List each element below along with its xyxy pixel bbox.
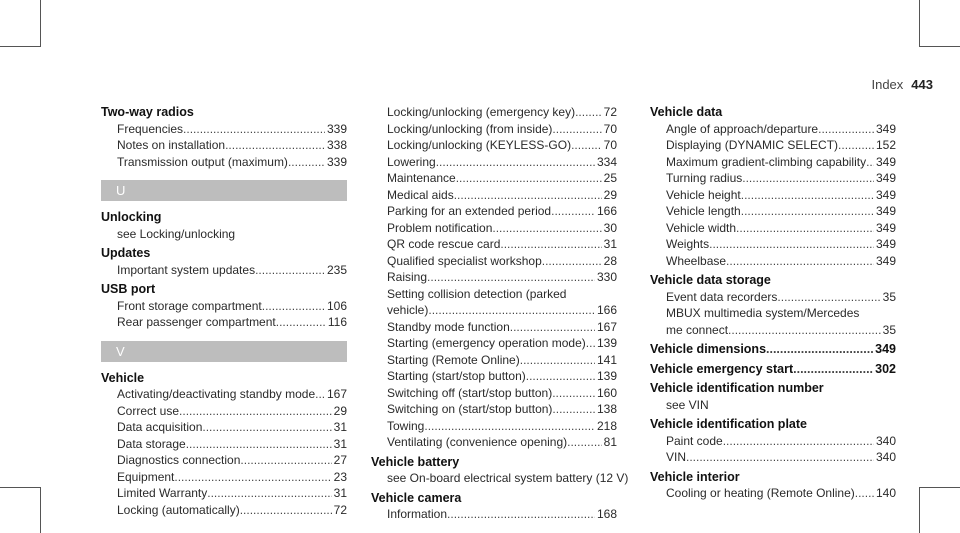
page-reference: 140 <box>875 486 896 500</box>
dot-leader <box>500 236 601 253</box>
entry-text: Correct use <box>117 403 180 418</box>
page-reference: 29 <box>603 187 617 202</box>
dot-leader <box>424 418 595 435</box>
dot-leader <box>723 433 874 450</box>
entry-text: Front storage compartment <box>117 298 262 313</box>
page-reference: 166 <box>596 204 617 218</box>
crop-mark <box>920 487 960 488</box>
index-subentry <box>387 319 617 336</box>
entry-text: Diagnostics connection <box>117 453 241 467</box>
index-heading-entry <box>650 361 896 378</box>
index-subentry <box>117 262 347 279</box>
index-heading: USB port <box>101 282 156 296</box>
header-label: Index <box>871 77 904 92</box>
index-subentry <box>387 253 617 270</box>
page-reference: 35 <box>882 322 896 337</box>
index-subentry <box>666 236 896 253</box>
index-subentry <box>387 154 617 171</box>
page-reference: 349 <box>875 171 896 185</box>
page-reference: 152 <box>875 138 896 152</box>
page-header <box>871 77 933 92</box>
index-subentry <box>387 418 617 435</box>
index-subentry <box>117 419 347 436</box>
entry-text: Parking for an extended period <box>387 204 552 218</box>
index-subentry: see VIN <box>666 397 709 412</box>
page-reference: 167 <box>596 319 617 334</box>
section-letter-bar: U <box>101 180 347 201</box>
page-reference: 31 <box>603 237 617 251</box>
index-subentry <box>387 170 617 187</box>
index-subentry <box>387 203 617 220</box>
index-subentry <box>387 434 617 451</box>
dot-leader <box>793 361 873 378</box>
dot-leader <box>174 469 331 486</box>
page-reference: 349 <box>875 253 896 268</box>
page-reference: 139 <box>596 369 617 383</box>
page-reference: 339 <box>326 121 347 136</box>
index-subentry <box>387 121 617 138</box>
dot-leader <box>552 385 595 402</box>
page-reference: 338 <box>326 138 347 152</box>
dot-leader <box>855 485 874 502</box>
page-reference: 27 <box>333 453 347 467</box>
entry-text: Displaying (DYNAMIC SELECT) <box>666 138 839 152</box>
entry-text: Locking/unlocking (from inside) <box>387 121 553 136</box>
entry-text: Data storage <box>117 436 186 451</box>
index-subentry <box>117 298 347 315</box>
index-subentry <box>666 485 896 502</box>
index-heading: Two-way radios <box>101 105 194 119</box>
dot-leader <box>777 289 880 306</box>
entry-text: Event data recorders <box>666 289 778 304</box>
index-subentry <box>666 170 896 187</box>
index-column-1 <box>101 104 347 518</box>
page-reference: 30 <box>603 220 617 235</box>
index-subentry <box>387 302 617 319</box>
dot-leader <box>202 419 331 436</box>
entry-text: Problem notification <box>387 220 493 235</box>
page-reference: 141 <box>596 352 617 367</box>
entry-text: Locking/unlocking (KEYLESS-GO) <box>387 138 572 152</box>
index-heading: Vehicle data <box>650 105 723 119</box>
entry-text: Maintenance <box>387 171 456 185</box>
index-subentry <box>117 314 347 331</box>
page-reference: 349 <box>875 342 896 356</box>
page-reference: 35 <box>882 289 896 304</box>
entry-text: VIN <box>666 450 687 464</box>
index-subentry <box>387 236 617 253</box>
section-letter-bar: V <box>101 341 347 362</box>
entry-text: Data acquisition <box>117 420 203 434</box>
dot-leader <box>709 236 874 253</box>
dot-leader <box>818 121 874 138</box>
page-reference: 116 <box>327 315 347 329</box>
page-reference: 340 <box>875 450 896 464</box>
dot-leader <box>225 137 325 154</box>
crop-mark <box>40 487 41 533</box>
page-reference: 349 <box>875 154 896 169</box>
dot-leader <box>542 253 602 270</box>
entry-text: Locking (automatically) <box>117 502 240 517</box>
dot-leader <box>742 170 874 187</box>
page-reference: 339 <box>326 154 347 169</box>
crop-mark <box>0 487 40 488</box>
index-subentry: Setting collision detection (parked <box>387 286 567 301</box>
page-reference: 349 <box>875 187 896 202</box>
entry-text: Vehicle width <box>666 220 737 235</box>
page-number: 443 <box>911 77 933 92</box>
index-subentry <box>387 220 617 237</box>
index-subentry: see On-board electrical system battery (12 V) <box>387 471 629 485</box>
index-column-2 <box>371 104 629 523</box>
page-reference: 349 <box>875 220 896 235</box>
dot-leader <box>526 368 595 385</box>
page-reference: 302 <box>875 361 896 376</box>
index-subentry <box>387 401 617 418</box>
page-reference: 235 <box>326 262 347 277</box>
page-reference: 168 <box>596 507 617 521</box>
index-subentry <box>387 269 617 286</box>
index-subentry <box>117 469 347 486</box>
index-heading: Vehicle <box>101 370 145 385</box>
dot-leader <box>552 401 595 418</box>
index-subentry <box>117 154 347 171</box>
entry-text: Turning radius <box>666 171 743 185</box>
entry-text: me connect <box>666 322 729 337</box>
index-subentry <box>666 220 896 237</box>
page-reference: 31 <box>333 420 347 434</box>
dot-leader <box>456 170 602 187</box>
dot-leader <box>276 314 326 331</box>
entry-text: Switching on (start/stop button) <box>387 402 553 416</box>
dot-leader <box>262 298 325 315</box>
index-heading: Vehicle battery <box>371 454 460 469</box>
entry-text: Frequencies <box>117 121 184 136</box>
entry-text: Weights <box>666 237 710 251</box>
dot-leader <box>315 386 325 403</box>
entry-text: Wheelbase <box>666 253 727 268</box>
dot-leader <box>427 269 595 286</box>
index-heading: Vehicle camera <box>371 490 462 505</box>
index-subentry <box>387 506 617 523</box>
entry-text: Transmission output (maximum) <box>117 154 288 169</box>
dot-leader <box>726 253 874 270</box>
index-subentry <box>387 352 617 369</box>
index-subentry <box>666 449 896 466</box>
index-heading: Vehicle identification number <box>650 381 824 395</box>
index-subentry <box>387 368 617 385</box>
entry-text: Vehicle dimensions <box>650 342 767 356</box>
dot-leader <box>838 137 874 154</box>
dot-leader <box>240 452 331 469</box>
index-subentry <box>387 137 617 154</box>
index-heading: Vehicle identification plate <box>650 417 807 431</box>
index-subentry <box>117 502 347 519</box>
index-subentry <box>387 335 617 352</box>
index-subentry <box>117 386 347 403</box>
entry-text: Vehicle emergency start <box>650 361 794 376</box>
index-heading: Vehicle interior <box>650 469 740 484</box>
crop-mark <box>0 46 40 47</box>
dot-leader <box>255 262 325 279</box>
index-subentry <box>387 104 617 121</box>
page-reference: 349 <box>875 237 896 251</box>
dot-leader <box>447 506 595 523</box>
dot-leader <box>288 154 325 171</box>
dot-leader <box>183 121 325 138</box>
index-subentry <box>387 187 617 204</box>
crop-mark <box>920 46 960 47</box>
index-heading-entry <box>650 341 896 358</box>
dot-leader <box>436 154 595 171</box>
dot-leader <box>741 203 874 220</box>
page-reference: 166 <box>596 303 617 317</box>
index-subentry <box>666 137 896 154</box>
dot-leader <box>240 502 332 519</box>
index-subentry <box>666 154 896 171</box>
dot-leader <box>186 436 332 453</box>
entry-text: Cooling or heating (Remote Online) <box>666 486 855 500</box>
index-subentry <box>666 433 896 450</box>
entry-text: Qualified specialist workshop <box>387 253 542 268</box>
index-subentry <box>117 403 347 420</box>
index-subentry <box>117 436 347 453</box>
index-subentry <box>387 385 617 402</box>
page-reference: 31 <box>333 486 347 500</box>
entry-text: Paint code <box>666 433 723 448</box>
dot-leader <box>728 322 881 339</box>
dot-leader <box>686 449 874 466</box>
entry-text: Locking/unlocking (emergency key) <box>387 105 576 119</box>
index-subentry <box>666 253 896 270</box>
entry-text: Starting (emergency operation mode) <box>387 336 586 350</box>
page-reference: 70 <box>603 121 617 136</box>
dot-leader <box>179 403 332 420</box>
index-subentry: see Locking/unlocking <box>117 226 236 241</box>
index-subentry <box>117 485 347 502</box>
entry-text: vehicle) <box>387 303 429 317</box>
entry-text: Vehicle length <box>666 204 741 218</box>
page-reference: 29 <box>333 403 347 418</box>
dot-leader <box>428 302 595 319</box>
page-reference: 72 <box>603 105 617 119</box>
entry-text: Vehicle height <box>666 187 741 202</box>
page-reference: 28 <box>603 253 617 268</box>
page-reference: 330 <box>596 270 617 284</box>
index-subentry <box>666 121 896 138</box>
index-subentry <box>117 137 347 154</box>
page-reference: 334 <box>596 154 617 169</box>
crop-mark <box>919 487 920 533</box>
page-reference: 160 <box>596 385 617 400</box>
entry-text: Starting (Remote Online) <box>387 352 520 367</box>
page-reference: 167 <box>326 387 347 401</box>
entry-text: Notes on installation <box>117 138 226 152</box>
entry-text: Towing <box>387 418 425 433</box>
index-heading: Unlocking <box>101 210 162 224</box>
dot-leader <box>510 319 595 336</box>
index-subentry <box>117 121 347 138</box>
entry-text: Maximum gradient-climbing capability <box>666 154 867 169</box>
dot-leader <box>454 187 602 204</box>
dot-leader <box>575 104 602 121</box>
dot-leader <box>586 335 595 352</box>
entry-text: Activating/deactivating standby mode <box>117 387 316 401</box>
entry-text: Switching off (start/stop button) <box>387 385 553 400</box>
entry-text: Raising <box>387 270 428 284</box>
index-subentry <box>666 322 896 339</box>
index-subentry <box>666 187 896 204</box>
dot-leader <box>551 203 595 220</box>
dot-leader <box>866 154 874 171</box>
crop-mark <box>40 0 41 47</box>
page-reference: 349 <box>875 121 896 136</box>
entry-text: Equipment <box>117 469 175 484</box>
dot-leader <box>492 220 601 237</box>
page-reference: 70 <box>603 138 617 152</box>
index-subentry <box>117 452 347 469</box>
page-reference: 72 <box>333 502 347 517</box>
index-subentry <box>666 289 896 306</box>
dot-leader <box>520 352 595 369</box>
page-reference: 349 <box>875 204 896 218</box>
entry-text: Starting (start/stop button) <box>387 369 526 383</box>
index-subentry <box>666 203 896 220</box>
page-reference: 23 <box>333 469 347 484</box>
dot-leader <box>567 434 602 451</box>
entry-text: Information <box>387 507 448 521</box>
entry-text: Limited Warranty <box>117 486 208 500</box>
page-reference: 31 <box>333 436 347 451</box>
entry-text: Lowering <box>387 154 436 169</box>
dot-leader <box>736 220 874 237</box>
index-heading: Vehicle data storage <box>650 273 771 287</box>
page-reference: 340 <box>875 433 896 448</box>
dot-leader <box>571 137 602 154</box>
page-reference: 25 <box>603 171 617 185</box>
dot-leader <box>552 121 601 138</box>
page-reference: 106 <box>326 298 347 313</box>
index-subentry: MBUX multimedia system/Mercedes <box>666 306 860 320</box>
index-heading: Updates <box>101 246 151 260</box>
entry-text: Angle of approach/departure <box>666 121 819 136</box>
entry-text: Rear passenger compartment <box>117 315 276 329</box>
dot-leader <box>207 485 331 502</box>
entry-text: Important system updates <box>117 262 256 277</box>
page-reference: 218 <box>596 418 617 433</box>
entry-text: QR code rescue card <box>387 237 501 251</box>
entry-text: Ventilating (convenience opening) <box>387 435 568 449</box>
entry-text: Standby mode function <box>387 319 510 334</box>
page-reference: 81 <box>603 435 617 449</box>
dot-leader <box>741 187 874 204</box>
index-column-3 <box>650 104 896 502</box>
page-reference: 138 <box>596 402 617 416</box>
page-reference: 139 <box>596 336 617 350</box>
entry-text: Medical aids <box>387 187 454 202</box>
dot-leader <box>766 341 873 358</box>
crop-mark <box>919 0 920 47</box>
